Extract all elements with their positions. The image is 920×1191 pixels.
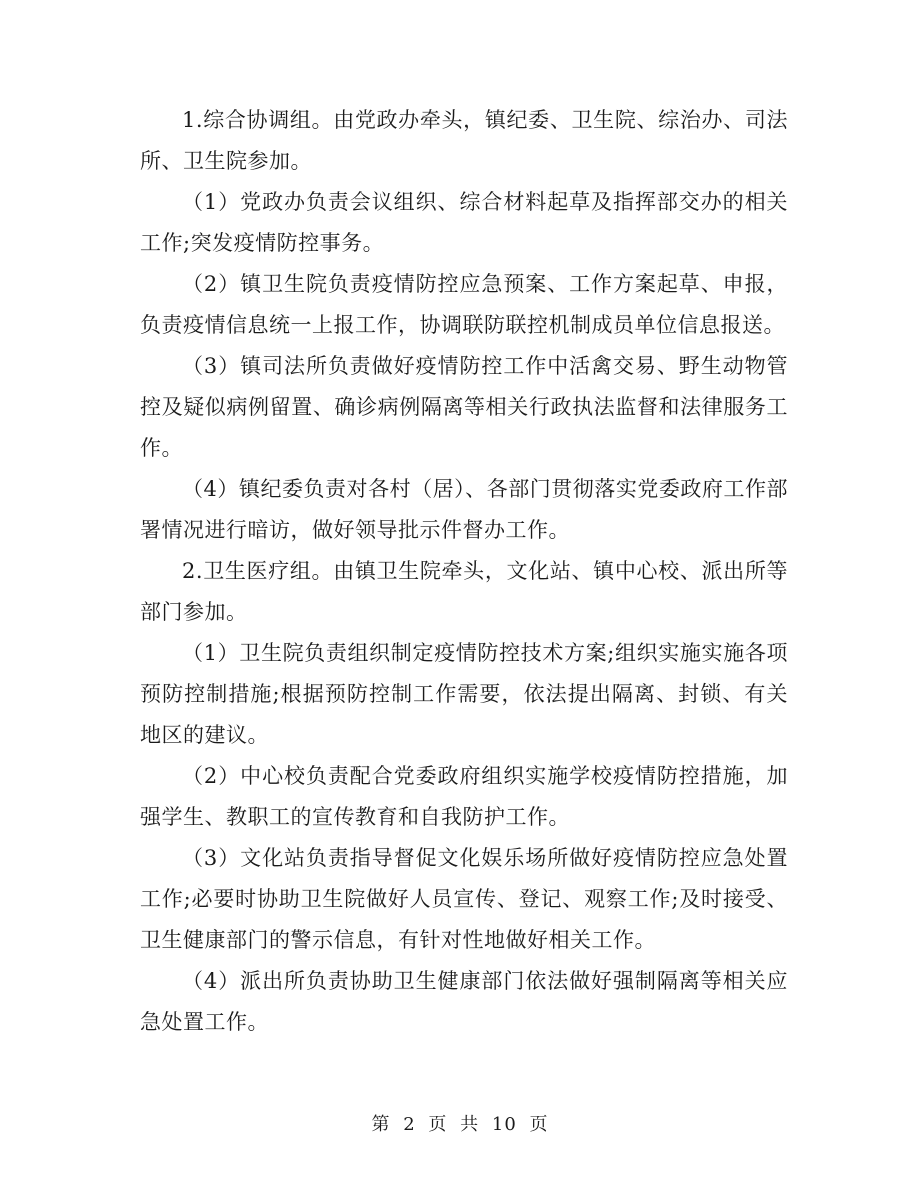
paragraph-medical-item-1: （1）卫生院负责组织制定疫情防控技术方案;组织实施实施各项预防控制措施;根据预防控制工作需要，依法提出隔离、封锁、有关地区的建议。 — [140, 641, 788, 747]
footer-total-unit: 页 — [529, 1114, 549, 1135]
footer-total-label: 共 — [460, 1114, 480, 1135]
paragraph-medical-item-3: （3）文化站负责指导督促文化娱乐场所做好疫情防控应急处置工作;必要时协助卫生院做好人员宣传、登记、观察工作;及时接受、卫生健康部门的警示信息，有针对性地做好相关工作。 — [140, 846, 788, 952]
paragraph-medical-group: 2.卫生医疗组。由镇卫生院牵头，文化站、镇中心校、派出所等部门参加。 — [140, 559, 788, 624]
paragraph-medical-item-4: （4）派出所负责协助卫生健康部门依法做好强制隔离等相关应急处置工作。 — [140, 969, 788, 1034]
paragraph-medical-item-2: （2）中心校负责配合党委政府组织实施学校疫情防控措施，加强学生、教职工的宣传教育和自我防护工作。 — [140, 764, 788, 829]
document-body — [140, 100, 788, 1043]
paragraph-coordination-item-3: （3）镇司法所负责做好疫情防控工作中活禽交易、野生动物管控及疑似病例留置、确诊病例隔离等相关行政执法监督和法律服务工作。 — [140, 354, 788, 460]
footer-page-unit: 页 — [428, 1114, 448, 1135]
footer-total-pages: 10 — [491, 1114, 517, 1135]
paragraph-coordination-item-1: （1）党政办负责会议组织、综合材料起草及指挥部交办的相关工作;突发疫情防控事务。 — [140, 190, 788, 255]
page-number-footer — [0, 1110, 920, 1136]
paragraph-coordination-group: 1.综合协调组。由党政办牵头，镇纪委、卫生院、综治办、司法所、卫生院参加。 — [140, 108, 788, 173]
paragraph-coordination-item-2: （2）镇卫生院负责疫情防控应急预案、工作方案起草、申报，负责疫情信息统一上报工作，协调联防联控机制成员单位信息报送。 — [140, 272, 788, 337]
footer-current-page: 2 — [403, 1114, 416, 1135]
footer-page-label: 第 — [371, 1114, 391, 1135]
paragraph-coordination-item-4: （4）镇纪委负责对各村（居）、各部门贯彻落实党委政府工作部署情况进行暗访，做好领导批示件督办工作。 — [140, 477, 788, 542]
